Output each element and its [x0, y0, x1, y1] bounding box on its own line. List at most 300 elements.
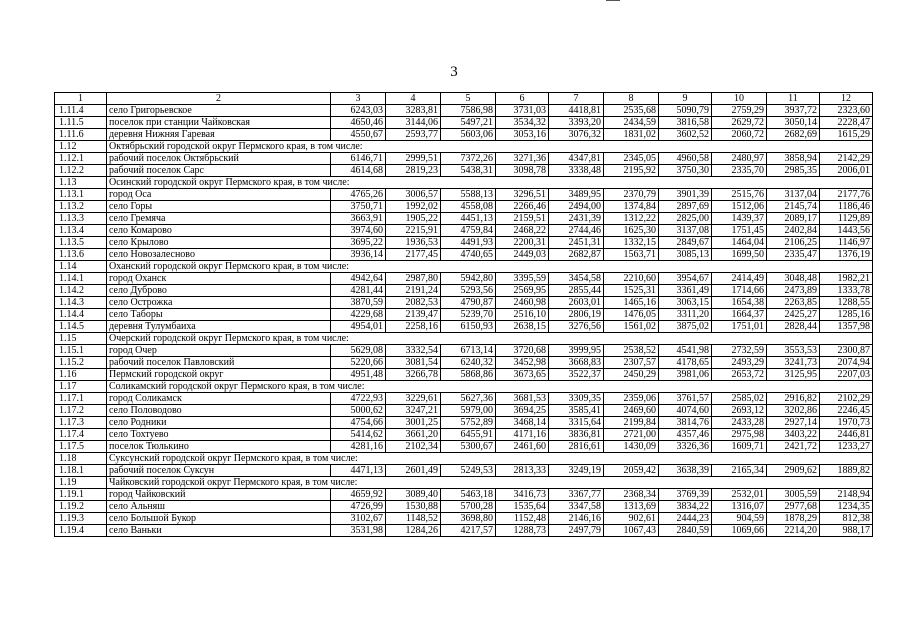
value-cell: 4790,87 — [441, 297, 496, 309]
row-code: 1.19.1 — [55, 489, 107, 501]
value-cell: 3534,32 — [496, 117, 549, 129]
settlement-name: село Острожка — [107, 297, 331, 309]
table-row — [55, 321, 873, 333]
section-title: Суксунский городской округ Пермского края, в том числе: — [107, 453, 873, 465]
value-cell: 4471,13 — [331, 465, 386, 477]
row-code: 1.11.6 — [55, 129, 107, 141]
value-cell: 1512,06 — [712, 201, 767, 213]
value-cell: 2177,45 — [386, 249, 441, 261]
value-cell: 2493,29 — [712, 357, 767, 369]
row-code: 1.14.2 — [55, 285, 107, 297]
row-code: 1.16 — [55, 369, 107, 381]
section-row — [55, 177, 873, 189]
tariff-table — [54, 92, 873, 537]
value-cell: 2266,46 — [496, 201, 549, 213]
value-cell: 2191,24 — [386, 285, 441, 297]
value-cell: 3001,25 — [386, 417, 441, 429]
column-number-row — [55, 93, 873, 105]
column-number-cell: 10 — [712, 93, 767, 105]
row-code: 1.17 — [55, 381, 107, 393]
value-cell: 3229,61 — [386, 393, 441, 405]
value-cell: 2323,60 — [820, 105, 873, 117]
value-cell: 2985,35 — [767, 165, 820, 177]
settlement-name: деревня Нижняя Гаревая — [107, 129, 331, 141]
settlement-name: рабочий поселок Суксун — [107, 465, 331, 477]
settlement-name: город Чайковский — [107, 489, 331, 501]
value-cell: 2425,27 — [767, 309, 820, 321]
settlement-name: село Григорьевское — [107, 105, 331, 117]
value-cell: 1714,66 — [712, 285, 767, 297]
value-cell: 1313,69 — [604, 501, 659, 513]
value-cell: 3695,22 — [331, 237, 386, 249]
value-cell: 1905,22 — [386, 213, 441, 225]
value-cell: 2732,59 — [712, 345, 767, 357]
value-cell: 3311,20 — [659, 309, 712, 321]
value-cell: 6150,93 — [441, 321, 496, 333]
value-cell: 2207,03 — [820, 369, 873, 381]
value-cell: 3937,72 — [767, 105, 820, 117]
row-code: 1.17.3 — [55, 417, 107, 429]
value-cell: 1067,43 — [604, 525, 659, 537]
value-cell: 3416,73 — [496, 489, 549, 501]
settlement-name: село Гремяча — [107, 213, 331, 225]
value-cell: 3981,06 — [659, 369, 712, 381]
table-row — [55, 213, 873, 225]
value-cell: 1312,22 — [604, 213, 659, 225]
column-number-cell: 9 — [659, 93, 712, 105]
value-cell: 1535,64 — [496, 501, 549, 513]
value-cell: 3271,36 — [496, 153, 549, 165]
settlement-name: рабочий поселок Сарс — [107, 165, 331, 177]
value-cell: 3698,80 — [441, 513, 496, 525]
row-code: 1.11.4 — [55, 105, 107, 117]
value-cell: 3673,65 — [496, 369, 549, 381]
value-cell: 2434,59 — [604, 117, 659, 129]
table-row — [55, 201, 873, 213]
value-cell: 3098,78 — [496, 165, 549, 177]
value-cell: 3602,52 — [659, 129, 712, 141]
scan-mark — [606, 0, 620, 1]
settlement-name: город Соликамск — [107, 393, 331, 405]
value-cell: 2210,60 — [604, 273, 659, 285]
section-title: Осинский городской округ Пермского края, в том числе: — [107, 177, 873, 189]
value-cell: 2721,00 — [604, 429, 659, 441]
value-cell: 4229,68 — [331, 309, 386, 321]
section-title: Октябрьский городской округ Пермского края, в том числе: — [107, 141, 873, 153]
value-cell: 3769,39 — [659, 489, 712, 501]
value-cell: 1751,01 — [712, 321, 767, 333]
value-cell: 3750,30 — [659, 165, 712, 177]
value-cell: 5497,21 — [441, 117, 496, 129]
value-cell: 2159,51 — [496, 213, 549, 225]
value-cell: 5239,70 — [441, 309, 496, 321]
value-cell: 5090,79 — [659, 105, 712, 117]
table-row — [55, 417, 873, 429]
value-cell: 3081,54 — [386, 357, 441, 369]
table-row — [55, 297, 873, 309]
value-cell: 1439,37 — [712, 213, 767, 225]
value-cell: 2468,22 — [496, 225, 549, 237]
table-row — [55, 345, 873, 357]
row-code: 1.14.4 — [55, 309, 107, 321]
value-cell: 3137,04 — [767, 189, 820, 201]
value-cell: 1878,29 — [767, 513, 820, 525]
value-cell: 2431,39 — [549, 213, 604, 225]
value-cell: 3999,95 — [549, 345, 604, 357]
value-cell: 1285,16 — [820, 309, 873, 321]
value-cell: 2535,68 — [604, 105, 659, 117]
value-cell: 5414,62 — [331, 429, 386, 441]
value-cell: 3403,22 — [767, 429, 820, 441]
value-cell: 812,38 — [820, 513, 873, 525]
value-cell: 2593,77 — [386, 129, 441, 141]
value-cell: 3283,81 — [386, 105, 441, 117]
column-number-cell: 2 — [107, 93, 331, 105]
value-cell: 3553,53 — [767, 345, 820, 357]
settlement-name: село Дуброво — [107, 285, 331, 297]
value-cell: 3668,83 — [549, 357, 604, 369]
value-cell: 3367,77 — [549, 489, 604, 501]
value-cell: 2199,84 — [604, 417, 659, 429]
value-cell: 2682,87 — [549, 249, 604, 261]
value-cell: 6146,71 — [331, 153, 386, 165]
value-cell: 4178,65 — [659, 357, 712, 369]
value-cell: 3834,22 — [659, 501, 712, 513]
value-cell: 4954,01 — [331, 321, 386, 333]
value-cell: 2975,98 — [712, 429, 767, 441]
section-row — [55, 141, 873, 153]
value-cell: 3681,53 — [496, 393, 549, 405]
value-cell: 2368,34 — [604, 489, 659, 501]
value-cell: 2473,89 — [767, 285, 820, 297]
value-cell: 1561,02 — [604, 321, 659, 333]
value-cell: 2370,79 — [604, 189, 659, 201]
value-cell: 902,61 — [604, 513, 659, 525]
column-number-cell: 4 — [386, 93, 441, 105]
value-cell: 1284,26 — [386, 525, 441, 537]
value-cell: 2916,82 — [767, 393, 820, 405]
value-cell: 3332,54 — [386, 345, 441, 357]
value-cell: 1609,71 — [712, 441, 767, 453]
value-cell: 2142,29 — [820, 153, 873, 165]
value-cell: 1148,52 — [386, 513, 441, 525]
column-number-cell: 6 — [496, 93, 549, 105]
value-cell: 2102,29 — [820, 393, 873, 405]
value-cell: 1443,56 — [820, 225, 873, 237]
row-code: 1.19.3 — [55, 513, 107, 525]
table-row — [55, 393, 873, 405]
value-cell: 2538,52 — [604, 345, 659, 357]
value-cell: 2300,87 — [820, 345, 873, 357]
settlement-name: село Новозалесново — [107, 249, 331, 261]
value-cell: 1430,09 — [604, 441, 659, 453]
value-cell: 1069,66 — [712, 525, 767, 537]
row-code: 1.18.1 — [55, 465, 107, 477]
value-cell: 2214,20 — [767, 525, 820, 537]
value-cell: 3125,95 — [767, 369, 820, 381]
value-cell: 2855,44 — [549, 285, 604, 297]
value-cell: 2006,01 — [820, 165, 873, 177]
section-row — [55, 453, 873, 465]
table-row — [55, 429, 873, 441]
value-cell: 5293,56 — [441, 285, 496, 297]
value-cell: 4942,64 — [331, 273, 386, 285]
section-title: Соликамский городской округ Пермского края, в том числе: — [107, 381, 873, 393]
row-code: 1.13.5 — [55, 237, 107, 249]
value-cell: 1563,71 — [604, 249, 659, 261]
table-row — [55, 237, 873, 249]
value-cell: 1288,73 — [496, 525, 549, 537]
value-cell: 4357,46 — [659, 429, 712, 441]
value-cell: 3085,13 — [659, 249, 712, 261]
value-cell: 1982,21 — [820, 273, 873, 285]
row-code: 1.14.1 — [55, 273, 107, 285]
value-cell: 2828,44 — [767, 321, 820, 333]
value-cell: 5603,06 — [441, 129, 496, 141]
value-cell: 2601,49 — [386, 465, 441, 477]
value-cell: 2813,33 — [496, 465, 549, 477]
value-cell: 2089,17 — [767, 213, 820, 225]
value-cell: 3144,06 — [386, 117, 441, 129]
value-cell: 2480,97 — [712, 153, 767, 165]
value-cell: 2200,31 — [496, 237, 549, 249]
value-cell: 3875,02 — [659, 321, 712, 333]
settlement-name: село Крылово — [107, 237, 331, 249]
value-cell: 2909,62 — [767, 465, 820, 477]
value-cell: 3266,78 — [386, 369, 441, 381]
value-cell: 3241,73 — [767, 357, 820, 369]
value-cell: 5588,13 — [441, 189, 496, 201]
value-cell: 3249,19 — [549, 465, 604, 477]
settlement-name: город Очер — [107, 345, 331, 357]
value-cell: 5249,53 — [441, 465, 496, 477]
row-code: 1.15.2 — [55, 357, 107, 369]
section-row — [55, 477, 873, 489]
value-cell: 3974,60 — [331, 225, 386, 237]
value-cell: 3050,14 — [767, 117, 820, 129]
value-cell: 2145,74 — [767, 201, 820, 213]
settlement-name: село Родники — [107, 417, 331, 429]
value-cell: 2433,28 — [712, 417, 767, 429]
value-cell: 2653,72 — [712, 369, 767, 381]
value-cell: 2450,29 — [604, 369, 659, 381]
settlement-name: рабочий поселок Павловский — [107, 357, 331, 369]
table-row — [55, 369, 873, 381]
value-cell: 1233,27 — [820, 441, 873, 453]
value-cell: 1654,38 — [712, 297, 767, 309]
value-cell: 3338,48 — [549, 165, 604, 177]
value-cell: 3870,59 — [331, 297, 386, 309]
value-cell: 2806,19 — [549, 309, 604, 321]
value-cell: 3137,08 — [659, 225, 712, 237]
row-code: 1.15.1 — [55, 345, 107, 357]
value-cell: 3489,95 — [549, 189, 604, 201]
value-cell: 4451,13 — [441, 213, 496, 225]
value-cell: 3089,40 — [386, 489, 441, 501]
table-row — [55, 525, 873, 537]
value-cell: 2059,42 — [604, 465, 659, 477]
value-cell: 1625,30 — [604, 225, 659, 237]
value-cell: 2693,12 — [712, 405, 767, 417]
value-cell: 2569,95 — [496, 285, 549, 297]
row-code: 1.15 — [55, 333, 107, 345]
row-code: 1.14 — [55, 261, 107, 273]
value-cell: 1146,97 — [820, 237, 873, 249]
value-cell: 2816,61 — [549, 441, 604, 453]
value-cell: 3053,16 — [496, 129, 549, 141]
row-code: 1.14.3 — [55, 297, 107, 309]
value-cell: 2345,05 — [604, 153, 659, 165]
value-cell: 3814,76 — [659, 417, 712, 429]
value-cell: 4951,48 — [331, 369, 386, 381]
column-number-cell: 11 — [767, 93, 820, 105]
value-cell: 3076,32 — [549, 129, 604, 141]
value-cell: 4281,44 — [331, 285, 386, 297]
row-code: 1.12.1 — [55, 153, 107, 165]
value-cell: 5700,28 — [441, 501, 496, 513]
value-cell: 6713,14 — [441, 345, 496, 357]
table-body — [55, 93, 873, 537]
value-cell: 2421,72 — [767, 441, 820, 453]
value-cell: 2744,46 — [549, 225, 604, 237]
value-cell: 6455,91 — [441, 429, 496, 441]
value-cell: 4659,92 — [331, 489, 386, 501]
value-cell: 3296,51 — [496, 189, 549, 201]
value-cell: 2228,47 — [820, 117, 873, 129]
value-cell: 3720,68 — [496, 345, 549, 357]
value-cell: 2840,59 — [659, 525, 712, 537]
value-cell: 3102,67 — [331, 513, 386, 525]
value-cell: 7372,26 — [441, 153, 496, 165]
value-cell: 4550,67 — [331, 129, 386, 141]
value-cell: 2074,94 — [820, 357, 873, 369]
value-cell: 7586,98 — [441, 105, 496, 117]
value-cell: 3816,58 — [659, 117, 712, 129]
value-cell: 4765,26 — [331, 189, 386, 201]
value-cell: 5463,18 — [441, 489, 496, 501]
row-code: 1.13.6 — [55, 249, 107, 261]
row-code: 1.12.2 — [55, 165, 107, 177]
row-code: 1.17.4 — [55, 429, 107, 441]
value-cell: 2082,53 — [386, 297, 441, 309]
table-row — [55, 189, 873, 201]
table-row — [55, 117, 873, 129]
value-cell: 3454,58 — [549, 273, 604, 285]
value-cell: 6240,32 — [441, 357, 496, 369]
row-code: 1.17.2 — [55, 405, 107, 417]
value-cell: 3836,81 — [549, 429, 604, 441]
value-cell: 2629,72 — [712, 117, 767, 129]
row-code: 1.12 — [55, 141, 107, 153]
column-number-cell: 5 — [441, 93, 496, 105]
value-cell: 2359,06 — [604, 393, 659, 405]
value-cell: 2177,76 — [820, 189, 873, 201]
value-cell: 2165,34 — [712, 465, 767, 477]
settlement-name: село Половодово — [107, 405, 331, 417]
value-cell: 3005,59 — [767, 489, 820, 501]
value-cell: 3638,39 — [659, 465, 712, 477]
value-cell: 1831,02 — [604, 129, 659, 141]
table-row — [55, 153, 873, 165]
table-row — [55, 105, 873, 117]
value-cell: 2449,03 — [496, 249, 549, 261]
settlement-name: город Оса — [107, 189, 331, 201]
settlement-name: село Горы — [107, 201, 331, 213]
row-code: 1.13 — [55, 177, 107, 189]
value-cell: 2451,31 — [549, 237, 604, 249]
table-row — [55, 441, 873, 453]
value-cell: 3326,36 — [659, 441, 712, 453]
value-cell: 2215,91 — [386, 225, 441, 237]
settlement-name: деревня Тулумбаиха — [107, 321, 331, 333]
value-cell: 5752,89 — [441, 417, 496, 429]
settlement-name: село Альняш — [107, 501, 331, 513]
value-cell: 5000,62 — [331, 405, 386, 417]
value-cell: 4726,99 — [331, 501, 386, 513]
settlement-name: село Тохтуево — [107, 429, 331, 441]
table-row — [55, 225, 873, 237]
value-cell: 2494,00 — [549, 201, 604, 213]
value-cell: 2460,98 — [496, 297, 549, 309]
value-cell: 2603,01 — [549, 297, 604, 309]
value-cell: 5979,00 — [441, 405, 496, 417]
value-cell: 1525,31 — [604, 285, 659, 297]
row-code: 1.17.1 — [55, 393, 107, 405]
value-cell: 1970,73 — [820, 417, 873, 429]
value-cell: 2444,23 — [659, 513, 712, 525]
value-cell: 1186,46 — [820, 201, 873, 213]
value-cell: 1333,78 — [820, 285, 873, 297]
value-cell: 2446,81 — [820, 429, 873, 441]
value-cell: 2060,72 — [712, 129, 767, 141]
value-cell: 2461,60 — [496, 441, 549, 453]
value-cell: 1889,82 — [820, 465, 873, 477]
row-code: 1.14.5 — [55, 321, 107, 333]
row-code: 1.13.2 — [55, 201, 107, 213]
value-cell: 3694,25 — [496, 405, 549, 417]
settlement-name: поселок при станции Чайковская — [107, 117, 331, 129]
settlement-name: село Таборы — [107, 309, 331, 321]
value-cell: 3006,57 — [386, 189, 441, 201]
column-number-cell: 3 — [331, 93, 386, 105]
value-cell: 3048,48 — [767, 273, 820, 285]
value-cell: 2263,85 — [767, 297, 820, 309]
value-cell: 2977,68 — [767, 501, 820, 513]
column-number-cell: 12 — [820, 93, 873, 105]
value-cell: 3531,98 — [331, 525, 386, 537]
value-cell: 2927,14 — [767, 417, 820, 429]
table-row — [55, 501, 873, 513]
table-row — [55, 309, 873, 321]
settlement-name: Пермский городской округ — [107, 369, 331, 381]
value-cell: 5627,36 — [441, 393, 496, 405]
value-cell: 3309,35 — [549, 393, 604, 405]
table-row — [55, 165, 873, 177]
value-cell: 2106,25 — [767, 237, 820, 249]
value-cell: 1530,88 — [386, 501, 441, 513]
value-cell: 3731,03 — [496, 105, 549, 117]
value-cell: 2307,57 — [604, 357, 659, 369]
value-cell: 4347,81 — [549, 153, 604, 165]
settlement-name: село Большой Букор — [107, 513, 331, 525]
value-cell: 6243,03 — [331, 105, 386, 117]
value-cell: 2516,10 — [496, 309, 549, 321]
value-cell: 4418,81 — [549, 105, 604, 117]
value-cell: 2335,47 — [767, 249, 820, 261]
value-cell: 2515,76 — [712, 189, 767, 201]
row-code: 1.13.4 — [55, 225, 107, 237]
value-cell: 3361,49 — [659, 285, 712, 297]
